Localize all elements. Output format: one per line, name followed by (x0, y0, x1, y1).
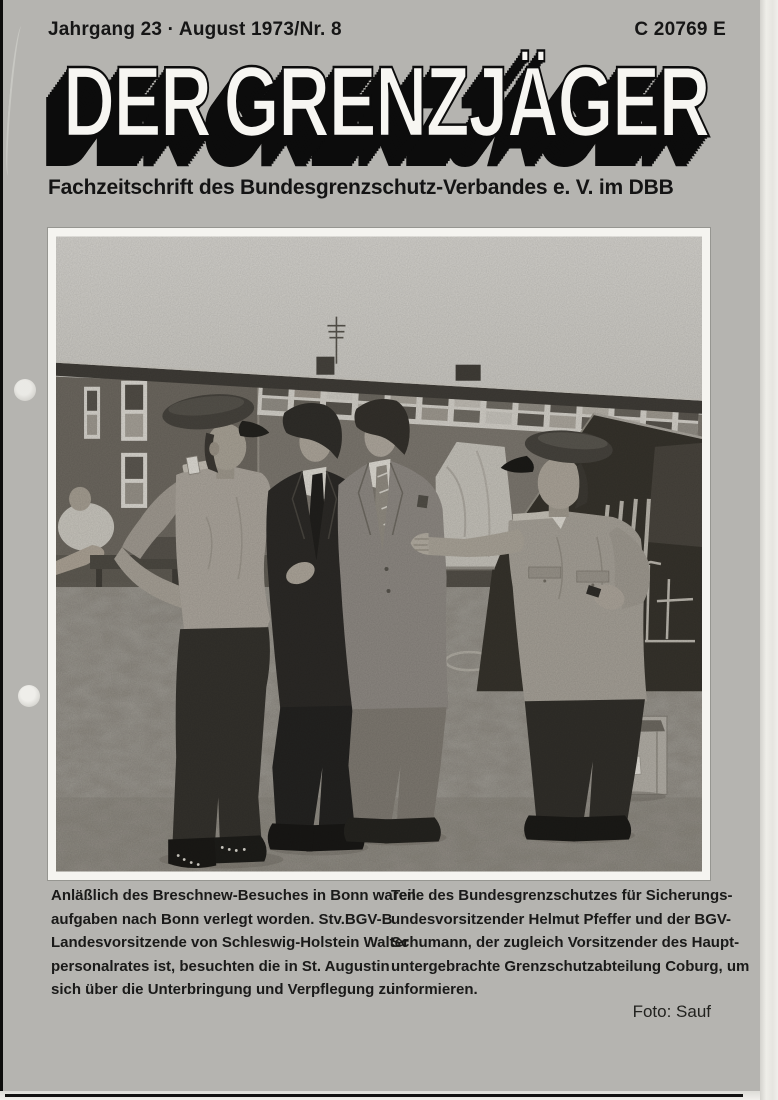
caption-line: personalrates ist, besuchten die in St. Augustin (51, 957, 390, 975)
caption-line: Anläßlich des Breschnew-Besuches in Bonn waren (51, 887, 417, 904)
issue-line: Jahrgang 23 · August 1973/Nr. 8 (48, 19, 342, 40)
magazine-title: DER GRENZJÄGER (63, 46, 710, 158)
paper-crease (2, 26, 27, 176)
caption-line: Schumann, der zugleich Vorsitzender des Haupt- (391, 934, 740, 952)
scan-edge-right (760, 0, 778, 1100)
cover-photo-frame (48, 228, 710, 880)
caption-line: sich über die Unterbringung und Verpflegung zu (51, 981, 396, 999)
caption-line: informieren. (391, 981, 478, 999)
caption-column-left (51, 884, 417, 1002)
magazine-subtitle: Fachzeitschrift des Bundesgrenzschutz-Verbandes e. V. im DBB (48, 176, 674, 199)
scan-bottom-line (5, 1094, 743, 1097)
punch-hole-top (14, 379, 36, 401)
caption-line: untergebrachte Grenzschutzabteilung Coburg, um (391, 957, 750, 975)
magazine-page (3, 0, 760, 1091)
film-grain (56, 237, 702, 872)
cover-photo (56, 236, 702, 872)
caption-line: Landesvorsitzende von Schleswig-Holstein Walter (51, 934, 409, 952)
caption-line: aufgaben nach Bonn verlegt worden. Stv.BGV-B (51, 910, 393, 928)
masthead-top-row (48, 19, 726, 41)
punch-hole-bottom (18, 685, 40, 707)
caption-column-right (391, 884, 750, 1002)
caption-line: undesvorsitzender Helmut Pfeffer und der BGV- (391, 910, 732, 928)
photo-caption (51, 884, 750, 1002)
photo-credit: Foto: Sauf (632, 1002, 711, 1021)
page-left-edge (0, 0, 3, 1093)
publication-code: C 20769 E (634, 19, 726, 40)
caption-line: Teile des Bundesgrenzschutzes für Sicherungs- (391, 887, 733, 904)
